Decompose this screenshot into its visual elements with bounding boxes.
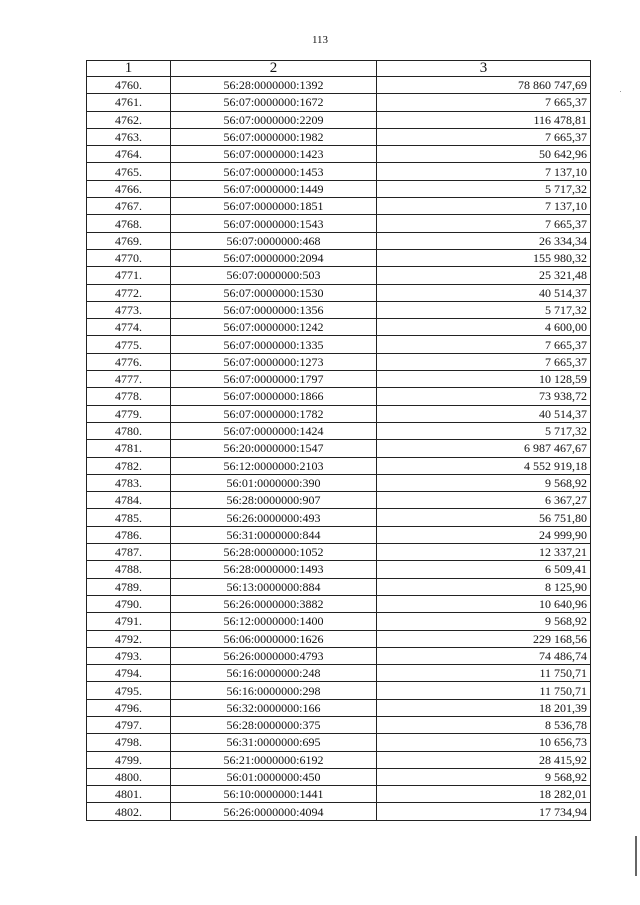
table-row: [87, 716, 591, 733]
cadastral-number-cell: 56:12:0000000:1400: [171, 613, 377, 630]
value-cell: 116 478,81: [377, 111, 591, 128]
row-number-cell: 4784.: [87, 492, 171, 509]
cadastral-number-cell: 56:10:0000000:1441: [171, 786, 377, 803]
value-cell: 40 514,37: [377, 405, 591, 422]
cadastral-number-cell: 56:07:0000000:1453: [171, 163, 377, 180]
cadastral-number-cell: 56:31:0000000:695: [171, 734, 377, 751]
row-number-cell: 4776.: [87, 353, 171, 370]
table-row: [87, 561, 591, 578]
cadastral-number-cell: 56:16:0000000:298: [171, 682, 377, 699]
cadastral-number-cell: 56:07:0000000:468: [171, 232, 377, 249]
value-cell: 18 282,01: [377, 786, 591, 803]
row-number-cell: 4800.: [87, 768, 171, 785]
row-number-cell: 4768.: [87, 215, 171, 232]
table-row: [87, 492, 591, 509]
table-row: [87, 198, 591, 215]
row-number-cell: 4801.: [87, 786, 171, 803]
table-row: [87, 647, 591, 664]
row-number-cell: 4783.: [87, 474, 171, 491]
value-cell: 8 536,78: [377, 716, 591, 733]
cadastral-number-cell: 56:07:0000000:1335: [171, 336, 377, 353]
row-number-cell: 4765.: [87, 163, 171, 180]
value-cell: 9 568,92: [377, 474, 591, 491]
table-row: [87, 595, 591, 612]
cadastral-number-cell: 56:07:0000000:1449: [171, 180, 377, 197]
table-row: [87, 267, 591, 284]
row-number-cell: 4791.: [87, 613, 171, 630]
row-number-cell: 4782.: [87, 457, 171, 474]
row-number-cell: 4787.: [87, 544, 171, 561]
value-cell: 7 665,37: [377, 94, 591, 111]
value-cell: 7 137,10: [377, 163, 591, 180]
cadastral-number-cell: 56:07:0000000:1242: [171, 319, 377, 336]
value-cell: 7 665,37: [377, 353, 591, 370]
cadastral-number-cell: 56:06:0000000:1626: [171, 630, 377, 647]
table-row: [87, 578, 591, 595]
row-number-cell: 4764.: [87, 146, 171, 163]
row-number-cell: 4796.: [87, 699, 171, 716]
table-row: [87, 94, 591, 111]
table-row: [87, 613, 591, 630]
column-header: 1: [87, 61, 171, 77]
table-row: [87, 440, 591, 457]
table-row: [87, 388, 591, 405]
row-number-cell: 4774.: [87, 319, 171, 336]
cadastral-number-cell: 56:07:0000000:1866: [171, 388, 377, 405]
cadastral-number-cell: 56:28:0000000:1052: [171, 544, 377, 561]
value-cell: 10 656,73: [377, 734, 591, 751]
cadastral-number-cell: 56:28:0000000:375: [171, 716, 377, 733]
value-cell: 6 367,27: [377, 492, 591, 509]
cadastral-number-cell: 56:07:0000000:1672: [171, 94, 377, 111]
table-row: [87, 336, 591, 353]
cadastral-number-cell: 56:07:0000000:503: [171, 267, 377, 284]
row-number-cell: 4760.: [87, 77, 171, 94]
row-number-cell: 4761.: [87, 94, 171, 111]
cadastral-number-cell: 56:21:0000000:6192: [171, 751, 377, 768]
header-row: [87, 61, 591, 77]
value-cell: 10 640,96: [377, 595, 591, 612]
value-cell: 7 137,10: [377, 198, 591, 215]
cadastral-number-cell: 56:31:0000000:844: [171, 526, 377, 543]
table-row: [87, 734, 591, 751]
value-cell: 24 999,90: [377, 526, 591, 543]
value-cell: 18 201,39: [377, 699, 591, 716]
table-row: [87, 526, 591, 543]
table-row: [87, 111, 591, 128]
cadastral-number-cell: 56:01:0000000:390: [171, 474, 377, 491]
table-row: [87, 474, 591, 491]
cadastral-number-cell: 56:13:0000000:884: [171, 578, 377, 595]
value-cell: 10 128,59: [377, 371, 591, 388]
value-cell: 11 750,71: [377, 665, 591, 682]
row-number-cell: 4772.: [87, 284, 171, 301]
table-row: [87, 215, 591, 232]
value-cell: 78 860 747,69: [377, 77, 591, 94]
cadastral-number-cell: 56:07:0000000:1797: [171, 371, 377, 388]
cadastral-number-cell: 56:07:0000000:1982: [171, 128, 377, 145]
row-number-cell: 4769.: [87, 232, 171, 249]
cadastral-number-cell: 56:07:0000000:1530: [171, 284, 377, 301]
value-cell: 9 568,92: [377, 613, 591, 630]
table-row: [87, 665, 591, 682]
value-cell: 4 600,00: [377, 319, 591, 336]
cadastral-number-cell: 56:28:0000000:907: [171, 492, 377, 509]
table-row: [87, 180, 591, 197]
cadastral-number-cell: 56:16:0000000:248: [171, 665, 377, 682]
scan-edge-mark: [635, 836, 637, 876]
cadastral-number-cell: 56:07:0000000:1424: [171, 422, 377, 439]
cadastral-number-cell: 56:07:0000000:1423: [171, 146, 377, 163]
cadastral-number-cell: 56:12:0000000:2103: [171, 457, 377, 474]
value-cell: 11 750,71: [377, 682, 591, 699]
cadastral-number-cell: 56:01:0000000:450: [171, 768, 377, 785]
value-cell: 6 509,41: [377, 561, 591, 578]
cadastral-number-cell: 56:26:0000000:3882: [171, 595, 377, 612]
row-number-cell: 4797.: [87, 716, 171, 733]
column-header: 3: [377, 61, 591, 77]
page-number: 113: [311, 34, 329, 46]
value-cell: 9 568,92: [377, 768, 591, 785]
table-row: [87, 751, 591, 768]
value-cell: 56 751,80: [377, 509, 591, 526]
row-number-cell: 4790.: [87, 595, 171, 612]
value-cell: 7 665,37: [377, 215, 591, 232]
value-cell: 229 168,56: [377, 630, 591, 647]
value-cell: 7 665,37: [377, 336, 591, 353]
value-cell: 155 980,32: [377, 249, 591, 266]
table-body: [87, 77, 591, 821]
cadastral-number-cell: 56:26:0000000:4793: [171, 647, 377, 664]
value-cell: 73 938,72: [377, 388, 591, 405]
row-number-cell: 4777.: [87, 371, 171, 388]
row-number-cell: 4763.: [87, 128, 171, 145]
row-number-cell: 4792.: [87, 630, 171, 647]
row-number-cell: 4802.: [87, 803, 171, 820]
table-row: [87, 768, 591, 785]
table-row: [87, 249, 591, 266]
row-number-cell: 4762.: [87, 111, 171, 128]
row-number-cell: 4778.: [87, 388, 171, 405]
table-row: [87, 128, 591, 145]
table-row: [87, 319, 591, 336]
row-number-cell: 4795.: [87, 682, 171, 699]
scan-speck: [620, 91, 621, 92]
value-cell: 74 486,74: [377, 647, 591, 664]
value-cell: 26 334,34: [377, 232, 591, 249]
cadastral-number-cell: 56:20:0000000:1547: [171, 440, 377, 457]
table-row: [87, 232, 591, 249]
table-row: [87, 353, 591, 370]
value-cell: 8 125,90: [377, 578, 591, 595]
cadastral-number-cell: 56:26:0000000:4094: [171, 803, 377, 820]
row-number-cell: 4775.: [87, 336, 171, 353]
value-cell: 28 415,92: [377, 751, 591, 768]
value-cell: 5 717,32: [377, 422, 591, 439]
table-row: [87, 146, 591, 163]
row-number-cell: 4771.: [87, 267, 171, 284]
row-number-cell: 4785.: [87, 509, 171, 526]
value-cell: 4 552 919,18: [377, 457, 591, 474]
table-row: [87, 457, 591, 474]
value-cell: 7 665,37: [377, 128, 591, 145]
registry-table: [86, 60, 591, 821]
table-row: [87, 371, 591, 388]
table-row: [87, 682, 591, 699]
table-row: [87, 77, 591, 94]
row-number-cell: 4773.: [87, 301, 171, 318]
table-row: [87, 786, 591, 803]
table-row: [87, 405, 591, 422]
row-number-cell: 4770.: [87, 249, 171, 266]
value-cell: 25 321,48: [377, 267, 591, 284]
table-row: [87, 284, 591, 301]
row-number-cell: 4786.: [87, 526, 171, 543]
column-header: 2: [171, 61, 377, 77]
table-row: [87, 699, 591, 716]
row-number-cell: 4780.: [87, 422, 171, 439]
value-cell: 17 734,94: [377, 803, 591, 820]
row-number-cell: 4766.: [87, 180, 171, 197]
row-number-cell: 4767.: [87, 198, 171, 215]
table-row: [87, 301, 591, 318]
row-number-cell: 4781.: [87, 440, 171, 457]
value-cell: 5 717,32: [377, 301, 591, 318]
table-row: [87, 163, 591, 180]
table-row: [87, 509, 591, 526]
table-row: [87, 544, 591, 561]
value-cell: 6 987 467,67: [377, 440, 591, 457]
value-cell: 5 717,32: [377, 180, 591, 197]
cadastral-number-cell: 56:07:0000000:1782: [171, 405, 377, 422]
row-number-cell: 4789.: [87, 578, 171, 595]
row-number-cell: 4779.: [87, 405, 171, 422]
row-number-cell: 4788.: [87, 561, 171, 578]
table-row: [87, 803, 591, 820]
table-row: [87, 422, 591, 439]
table-row: [87, 630, 591, 647]
cadastral-number-cell: 56:28:0000000:1392: [171, 77, 377, 94]
cadastral-number-cell: 56:07:0000000:1356: [171, 301, 377, 318]
cadastral-number-cell: 56:07:0000000:2094: [171, 249, 377, 266]
row-number-cell: 4794.: [87, 665, 171, 682]
cadastral-number-cell: 56:26:0000000:493: [171, 509, 377, 526]
cadastral-number-cell: 56:07:0000000:2209: [171, 111, 377, 128]
cadastral-number-cell: 56:32:0000000:166: [171, 699, 377, 716]
value-cell: 40 514,37: [377, 284, 591, 301]
row-number-cell: 4798.: [87, 734, 171, 751]
cadastral-number-cell: 56:07:0000000:1851: [171, 198, 377, 215]
cadastral-number-cell: 56:07:0000000:1543: [171, 215, 377, 232]
value-cell: 50 642,96: [377, 146, 591, 163]
value-cell: 12 337,21: [377, 544, 591, 561]
table-header: [87, 61, 591, 77]
cadastral-number-cell: 56:28:0000000:1493: [171, 561, 377, 578]
cadastral-number-cell: 56:07:0000000:1273: [171, 353, 377, 370]
row-number-cell: 4793.: [87, 647, 171, 664]
row-number-cell: 4799.: [87, 751, 171, 768]
